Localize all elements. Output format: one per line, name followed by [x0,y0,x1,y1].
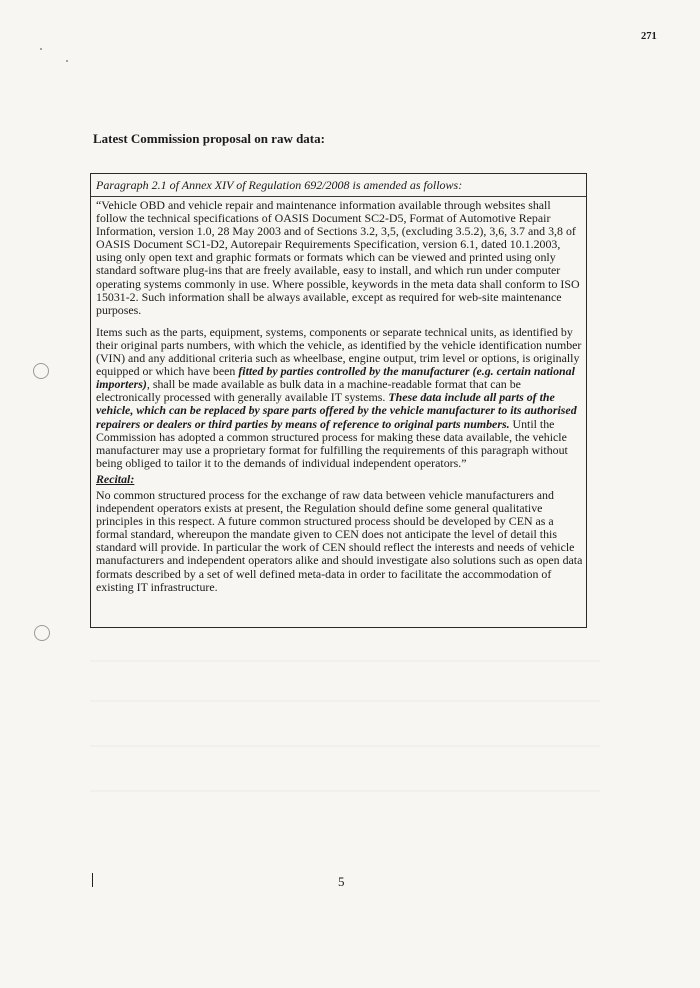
body-paragraph-2 [96,326,583,470]
paragraph-text: Until the Commission has adopted a common structured process for making these data available, the vehicle manufacturer may use a proprietary format for fulfilling the requirements of this paragraph without being obliged to tailor it to the demands of individual independent operators.” [96,416,568,470]
bleed-through-line [90,745,600,747]
body-paragraph-1: “Vehicle OBD and vehicle repair and maintenance information available through websites shall follow the technical specifications of OASIS Document SC2-D5, Format of Automotive Repair Information, version 1.0, 28 May 2003 and of Sections 3.2, 3,5, (excluding 3.5.2), 3,6, 3.7 and 3,8 of OASIS Document SC1-D2, Autorepair Requirements Specification, version 6.1, dated 10.1.2003, using only open text and graphic formats or formats which can be viewed and printed using only standard software plug-ins that are freely available, easy to install, and which run under computer operating systems commonly in use. Where possible, keywords in the meta data shall conform to ISO 15031-2. Such information shall be always available, except as required for web-site maintenance purposes. [96,198,580,317]
recital-label: Recital: [96,471,135,486]
page-heading: Latest Commission proposal on raw data: [93,131,325,146]
footer-page-number: 5 [338,874,345,889]
recital-paragraph: No common structured process for the exchange of raw data between vehicle manufacturers and independent operators exists at present, the Regulation should define some general qualitative principles in this respect. A future common structured process should be developed by CEN as a formal standard, whereupon the mandate given to CEN does not anticipate the level of detail this standard will provide. In particular the work of CEN should reflect the interests and needs of vehicle manufacturers and independent operators alike and should investigate also solutions such as open data formats described by a set of well defined meta-data in order to facilitate the accommodation of existing IT infrastructure. [96,487,583,594]
speck [40,48,42,50]
margin-mark [92,873,93,887]
amendment-box [90,173,587,628]
bleed-through-line [90,700,600,702]
speck [66,60,68,62]
paragraph-heading: Paragraph 2.1 of Annex XIV of Regulation 692/2008 is amended as follows: [91,174,586,197]
emphasis-text: fitted by parties controlled by the manufacturer (e.g. certain national importers) [96,364,575,392]
bleed-through-line [90,660,600,662]
punch-hole-mark [34,625,50,641]
punch-hole-mark [33,363,49,379]
paragraph-text: Items such as the parts, equipment, systems, components or separate technical units, as identified by their original parts numbers, with which the vehicle, as identified by the vehicle identification number (VIN) and any additional criteria such as wheelbase, engine output, trim level or options, is originally equipped or which have been [96,324,582,379]
amendment-body [91,197,586,594]
emphasis-text: These data include all parts of the vehicle, which can be replaced by spare parts offered by the vehicle manufacturer to its authorised repairers or dealers or third parties by means of reference to original parts numbers. [96,390,577,431]
bleed-through-line [90,790,600,792]
page-number: 271 [641,31,657,42]
paragraph-text: , shall be made available as bulk data in a machine-readable format that can be electronically processed with generally available IT systems. [96,377,521,405]
